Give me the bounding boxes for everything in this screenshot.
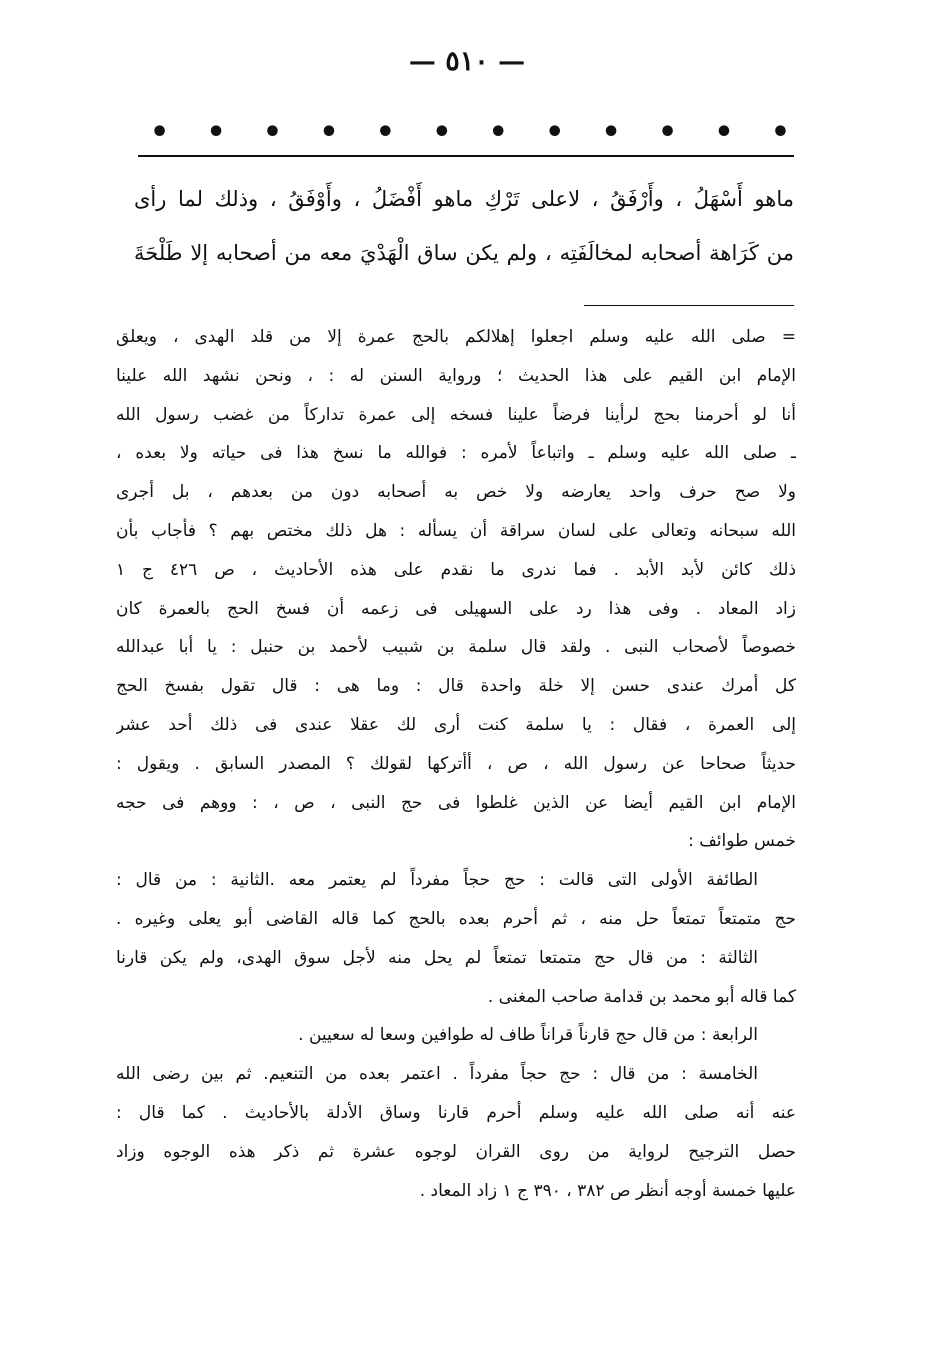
footnote-line: الله سبحانه وتعالى على لسان سراقة أن يسأله : هل ذلك مختص بهم ؟ فأجاب بأن: [116, 520, 796, 541]
dot: •: [432, 115, 452, 150]
footnote-line: أنا لو أحرمنا بحج لرأينا فرضاً علينا فسخه إلى عمرة تداركاً من غضب رسول الله: [116, 404, 796, 425]
footnote-line: الطائفة الأولى التى قالت : حج حجاً مفرداً لم يعتمر معه .الثانية : من قال :: [116, 870, 758, 891]
footnote-line: خمس طوائف :: [688, 831, 796, 852]
dot: •: [657, 115, 678, 150]
ornamental-dot-divider: [150, 115, 790, 150]
footnote-line: = صلى الله عليه وسلم اجعلوا إهلالكم بالحج عمرة إلا من قلد الهدى ، ويعلق: [116, 327, 796, 347]
dot: •: [770, 115, 790, 150]
footnote-line: عنه أنه صلى الله عليه وسلم أحرم قارنا وساق الأدلة بالأحاديث . كما قال :: [116, 1102, 796, 1123]
dot: •: [601, 115, 621, 150]
dot: •: [262, 115, 283, 150]
dot: •: [206, 115, 226, 150]
footnote-line: الإمام ابن القيم على هذا الحديث ؛ ورواية السنن له : ، ونحن نشهد الله علينا: [116, 365, 796, 386]
dot: •: [150, 115, 170, 150]
footnote-line: عليها خمسة أوجه أنظر ص ٣٨٢ ، ٣٩٠ ج ١ زاد المعاد .: [419, 1180, 796, 1201]
footnotes: [116, 318, 796, 1210]
footnote-line: حج متمتعاً تمتعاً حل منه ، ثم أحرم بعده بالحج كما قاله القاضى أبو يعلى وغيره .: [116, 908, 796, 929]
main-text-line: من كَرَاهة أصحابه لمخالَفَتِه ، ولم يكن ساق الْهَدْيَ معه من أصحابه إلا طَلْحَةَ: [134, 241, 794, 265]
footnote-line: إلى العمرة ، فقال : يا سلمة كنت أرى لك عقلا عندى فى ذلك أحد عشر: [116, 714, 796, 735]
footnote-line: ذلك كائن لأبد الأبد . فما ندرى ما نقدم على هذه الأحاديث ، ص ٤٢٦ ج ١: [116, 559, 796, 580]
page-number: — ٥١٠ —: [408, 46, 526, 77]
footnote-line: ولا صح حرف واحد يعارضه ولا خص به أصحابه دون من بعدهم ، بل أجرى: [116, 482, 796, 503]
main-text-line: ماهو أَسْهَلُ ، وأَرْفَقُ ، لاعلى تَرْكِ ماهو أَفْضَلُ ، وأَوْفَقُ ، وذلك لما رأى: [134, 187, 794, 211]
footnote-line: كما قاله أبو محمد بن قدامة صاحب المغنى .: [487, 986, 796, 1007]
top-divider-rule: [138, 155, 794, 157]
footnote-line: خصوصاً لأصحاب النبى . ولقد قال سلمة بن شبيب لأحمد بن حنبل : يا أبا عبدالله: [116, 637, 796, 658]
dot: •: [375, 115, 395, 150]
footnote-line: كل أمرك عندى حسن إلا خلة واحدة قال : وما هى : قال تقول بفسخ الحج: [116, 676, 796, 697]
footnote-line: الخامسة : من قال : حج حجاً مفرداً . اعتمر بعده من التنعيم. ثم بين رضى الله: [116, 1064, 758, 1085]
footnote-line: الرابعة : من قال حج قارناً قراناً طاف له طوافين وسعا له سعيين .: [298, 1025, 758, 1046]
dot: •: [714, 115, 734, 150]
footnote-line: زاد المعاد . وفى هذا رد على السهيلى فى زعمه أن فسخ الحج بالعمرة كان: [116, 598, 796, 619]
dot: •: [488, 115, 508, 150]
footnote-line: حصل الترجيح لرواية من روى القران لوجوه عشرة ثم ذكر هذه الوجوه وزاد: [116, 1141, 796, 1162]
dot: •: [319, 115, 339, 150]
main-text: [134, 172, 794, 280]
footnote-line: الثالثة : من قال حج متمتعا تمتعاً لم يحل منه لأجل سوق الهدى، ولم يكن قارنا: [116, 947, 758, 968]
footnote-separator-rule: [584, 305, 794, 306]
footnote-line: الإمام ابن القيم أيضا عن الذين غلطوا فى حج النبى ، ص ، : ووهم فى حجه: [116, 792, 796, 813]
footnote-line: حديثاً صحاحا عن رسول الله ، ص ، أأتركها لقولك ؟ المصدر السابق . ويقول :: [116, 753, 796, 774]
footnote-line: ـ صلى الله عليه وسلم ـ واتباعاً لأمره : فوالله ما نسخ هذا فى حياته ولا بعده ،: [116, 443, 796, 464]
dot: •: [545, 115, 565, 150]
